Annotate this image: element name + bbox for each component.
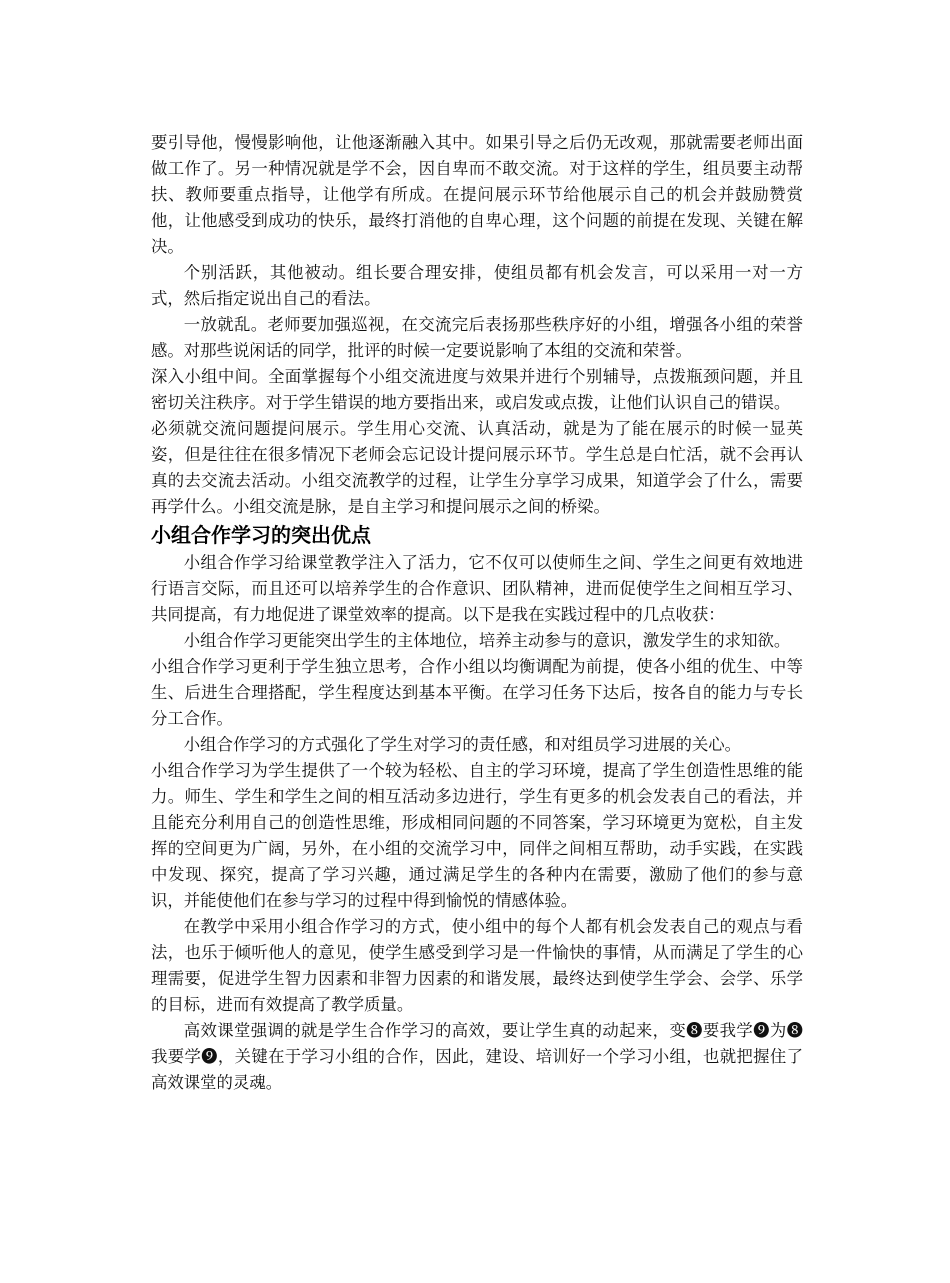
paragraph-environment: 小组合作学习为学生提供了一个较为轻松、自主的学习环境，提高了学生创造性思维的能力。师生、学生和学生之间的相互活动多边进行，学生有更多的机会发表自己的看法，并且能充分利用自己的创造性思维，形成相同问题的不同答案，学习环境更为宽松，自主发挥的空间更为广阔，另外，在小组的交流学习中，同伴之间相互帮助，动手实践，在实践中发现、探究，提高了学习兴趣，通过满足学生的各种内在需要，激励了他们的参与意识，并能使他们在参与学习的过程中得到愉悦的情感体验。 xyxy=(151,761,803,910)
paragraph-individual-active: 个别活跃，其他被动。组长要合理安排，使组员都有机会发言，可以采用一对一方式，然后指定说出自己的看法。 xyxy=(151,263,803,308)
paragraph-subject-status: 小组合作学习更能突出学生的主体地位，培养主动参与的意识，激发学生的求知欲。 xyxy=(183,631,791,650)
paragraph-efficient-classroom: 高效课堂强调的就是学生合作学习的高效，要让学生真的动起来，变❽要我学❾为❽我要学❾，关键在于学习小组的合作，因此，建设、培训好一个学习小组，也就把握住了高效课堂的灵魂。 xyxy=(151,1021,803,1092)
paragraph-chaos: 一放就乱。老师要加强巡视，在交流完后表扬那些秩序好的小组，增强各小组的荣誉感。对那些说闲话的同学，批评的时候一定要说影响了本组的交流和荣誉。 xyxy=(151,315,803,360)
paragraph-responsibility: 小组合作学习的方式强化了学生对学习的责任感，和对组员学习进展的关心。 xyxy=(183,735,742,754)
document-page xyxy=(151,130,803,1096)
paragraph-independent-thinking: 小组合作学习更利于学生独立思考，合作小组以均衡调配为前提，使各小组的优生、中等生、后进生合理搭配，学生程度达到基本平衡。在学习任务下达后，按各自的能力与专长分工合作。 xyxy=(151,657,803,728)
section-heading: 小组合作学习的突出优点 xyxy=(151,523,371,547)
paragraph-must-present: 必须就交流问题提问展示。学生用心交流、认真活动，就是为了能在展示的时候一显英姿，但是往往在很多情况下老师会忘记设计提问展示环节。学生总是白忙活，就不会再认真的去交流去活动。小组交流教学的过程，让学生分享学习成果，知道学会了什么，需要再学什么。小组交流是脉，是自主学习和提问展示之间的桥梁。 xyxy=(151,419,803,516)
paragraph-guidance: 要引导他，慢慢影响他，让他逐渐融入其中。如果引导之后仍无改观，那就需要老师出面做工作了。另一种情况就是学不会，因自卑而不敢交流。对于这样的学生，组员要主动帮扶、教师要重点指导，让他学有所成。在提问展示环节给他展示自己的机会并鼓励赞赏他，让他感受到成功的快乐，最终打消他的自卑心理，这个问题的前提在发现、关键在解决。 xyxy=(151,133,803,256)
paragraph-teaching-method: 在教学中采用小组合作学习的方式，使小组中的每个人都有机会发表自己的观点与看法，也乐于倾听他人的意见，使学生感受到学习是一件愉快的事情，从而满足了学生的心理需要，促进学生智力因素和非智力因素的和谐发展，最终达到使学生学会、会学、乐学的目标，进而有效提高了教学质量。 xyxy=(151,917,803,1014)
paragraph-intro: 小组合作学习给课堂教学注入了活力，它不仅可以使师生之间、学生之间更有效地进行语言交际，而且还可以培养学生的合作意识、团队精神，进而促使学生之间相互学习、共同提高，有力地促进了课堂效率的提高。以下是我在实践过程中的几点收获： xyxy=(151,553,803,624)
paragraph-go-deep: 深入小组中间。全面掌握每个小组交流进度与效果并进行个别辅导，点拨瓶颈问题，并且密切关注秩序。对于学生错误的地方要指出来，或启发或点拨，让他们认识自己的错误。 xyxy=(151,367,803,412)
